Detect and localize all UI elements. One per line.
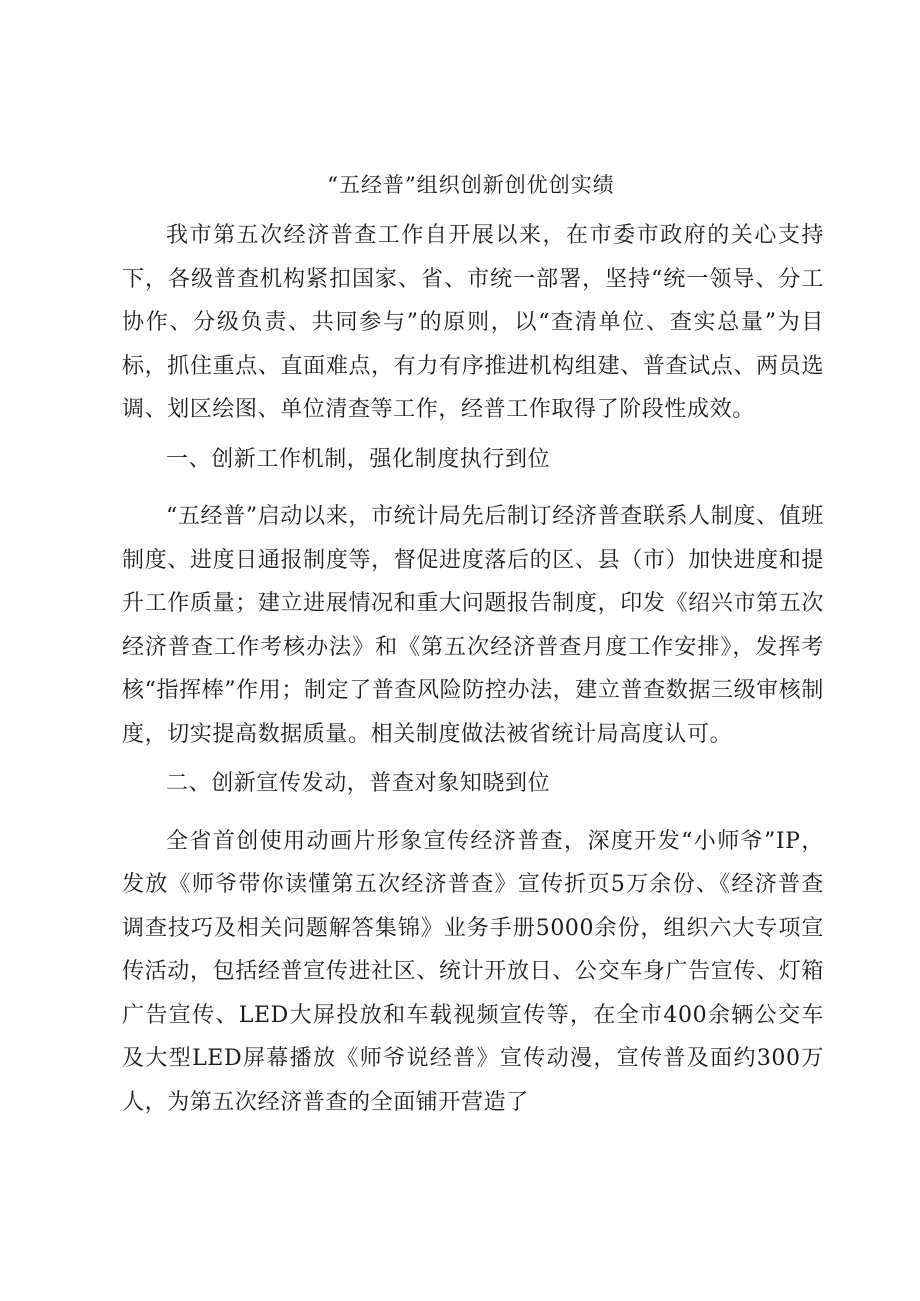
section-heading-1: 一、创新工作机制，强化制度执行到位 xyxy=(166,446,551,472)
intro-paragraph: 我市第五次经济普查工作自开展以来，在市委市政府的关心支持下，各级普查机构紧扣国家、省、市统一部署，坚持“统一领导、分工协作、分级负责、共同参与”的原则，以“查清单位、查实总量”为目标，抓住重点、直面难点，有力有序推进机构组建、普查试点、两员选调、划区绘图、单位清查等工作，经普工作取得了阶段性成效。 xyxy=(122,223,824,422)
document-title: “五经普”组织创新创优创实绩 xyxy=(327,173,615,197)
section-heading-2: 二、创新宣传发动，普查对象知晓到位 xyxy=(166,771,551,796)
section-body-1: “五经普”启动以来，市统计局先后制订经济普查联系人制度、值班制度、进度日通报制度等，督促进度落后的区、县（市）加快进度和提升工作质量；建立进展情况和重大问题报告制度，印发《绍兴市第五次经济普查工作考核办法》和《第五次经济普查月度工作安排》，发挥考核“指挥棒”作用；制定了普查风险防控办法，建立普查数据三级审核制度，切实提高数据质量。相关制度做法被省统计局高度认可。 xyxy=(122,504,824,747)
section-body-2: 全省首创使用动画片形象宣传经济普查，深度开发“小师爷”IP，发放《师爷带你读懂第五次经济普查》宣传折页5万余份、《经济普查调查技巧及相关问题解答集锦》业务手册5000余份，组织六大专项宣传活动，包括经普宣传进社区、统计开放日、公交车身广告宣传、灯箱广告宣传、LED大屏投放和车载视频宣传等，在全市400余辆公交车及大型LED屏幕播放《师爷说经普》宣传动漫，宣传普及面约300万人，为第五次经济普查的全面铺开营造了 xyxy=(122,828,824,1115)
